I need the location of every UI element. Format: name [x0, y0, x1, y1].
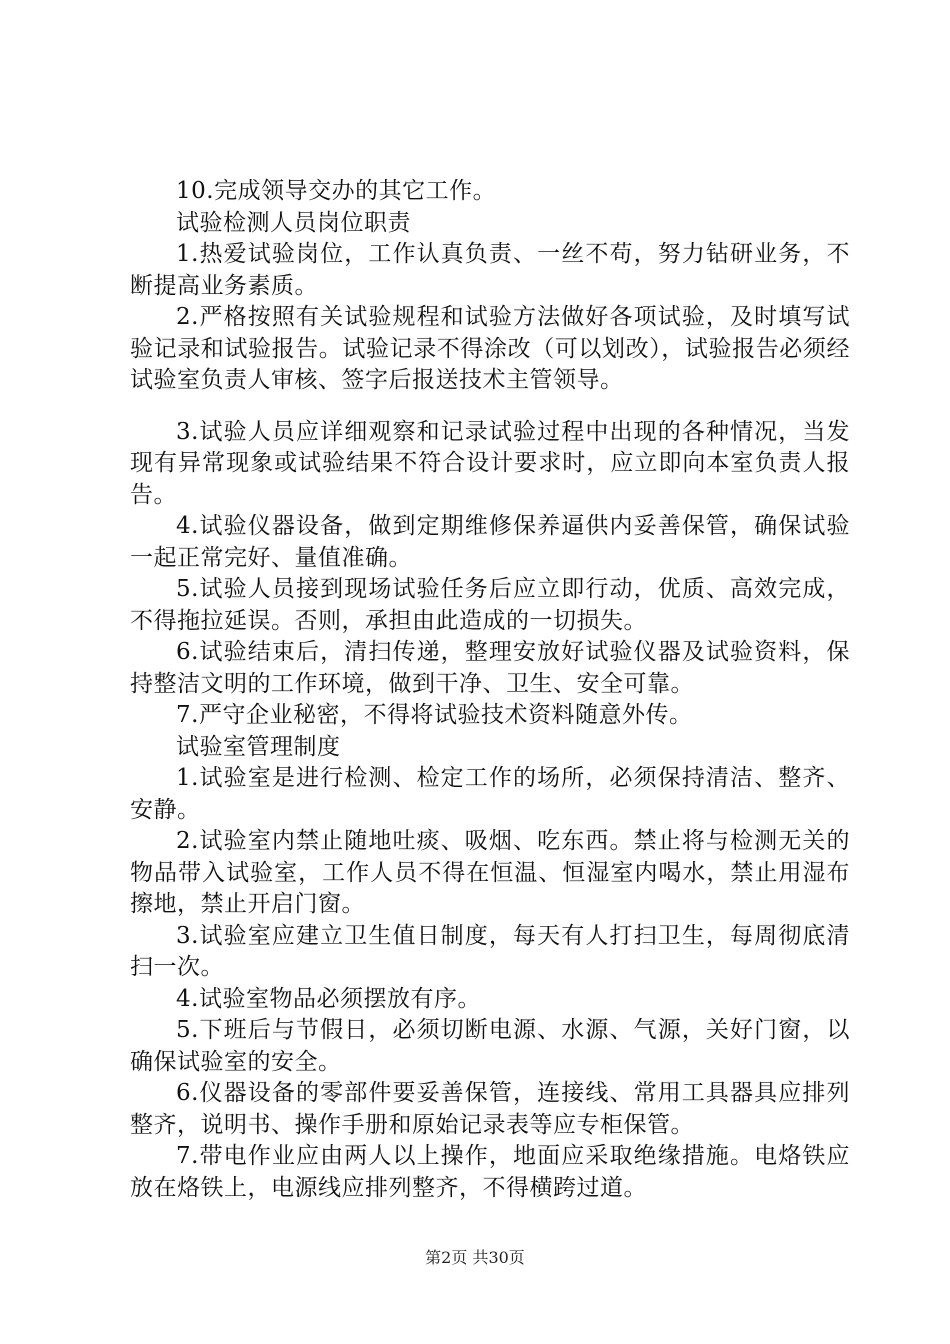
- paragraph-duty-4: 4.试验仪器设备，做到定期维修保养逼供内妥善保管，确保试验一起正常完好、量值准确。: [130, 513, 850, 571]
- paragraph-rule-7: 7.带电作业应由两人以上操作，地面应采取绝缘措施。电烙铁应放在烙铁上，电源线应排列整齐，不得横跨过道。: [130, 1143, 850, 1201]
- paragraph-duty-5: 5.试验人员接到现场试验任务后应立即行动，优质、高效完成，不得拖拉延误。否则，承担由此造成的一切损失。: [130, 576, 850, 634]
- paragraph-duty-2: 2.严格按照有关试验规程和试验方法做好各项试验，及时填写试验记录和试验报告。试验记录不得涂改（可以划改），试验报告必须经试验室负责人审核、签字后报送技术主管领导。: [130, 304, 850, 393]
- section-heading-inspector-duties: 试验检测人员岗位职责: [176, 209, 411, 236]
- paragraph-rule-4: 4.试验室物品必须摆放有序。: [176, 985, 481, 1012]
- paragraph-duty-1: 1.热爱试验岗位，工作认真负责、一丝不苟，努力钻研业务，不断提高业务素质。: [130, 241, 850, 299]
- section-heading-lab-rules: 试验室管理制度: [176, 733, 341, 760]
- document-body: [130, 176, 850, 1204]
- paragraph-rule-6: 6.仪器设备的零部件要妥善保管，连接线、常用工具器具应排列整齐，说明书、操作手册和原始记录表等应专柜保管。: [130, 1080, 850, 1138]
- paragraph-item-10: 10.完成领导交办的其它工作。: [176, 178, 497, 204]
- paragraph-rule-2: 2.试验室内禁止随地吐痰、吸烟、吃东西。禁止将与检测无关的物品带入试验室，工作人员不得在恒温、恒湿室内喝水，禁止用湿布擦地，禁止开启门窗。: [130, 828, 850, 917]
- paragraph-rule-1: 1.试验室是进行检测、检定工作的场所，必须保持清洁、整齐、安静。: [130, 765, 850, 823]
- paragraph-rule-3: 3.试验室应建立卫生值日制度，每天有人打扫卫生，每周彻底清扫一次。: [130, 922, 850, 980]
- paragraph-duty-7: 7.严守企业秘密，不得将试验技术资料随意外传。: [176, 702, 693, 728]
- paragraph-duty-6: 6.试验结束后，清扫传递，整理安放好试验仪器及试验资料，保持整洁文明的工作环境，做到干净、卫生、安全可靠。: [130, 639, 850, 697]
- page-number-footer: 第2页 共30页: [425, 1248, 525, 1267]
- paragraph-duty-3: 3.试验人员应详细观察和记录试验过程中出现的各种情况，当发现有异常现象或试验结果不符合设计要求时，应立即向本室负责人报告。: [130, 418, 850, 508]
- paragraph-rule-5: 5.下班后与节假日，必须切断电源、水源、气源，关好门窗，以确保试验室的安全。: [130, 1017, 850, 1075]
